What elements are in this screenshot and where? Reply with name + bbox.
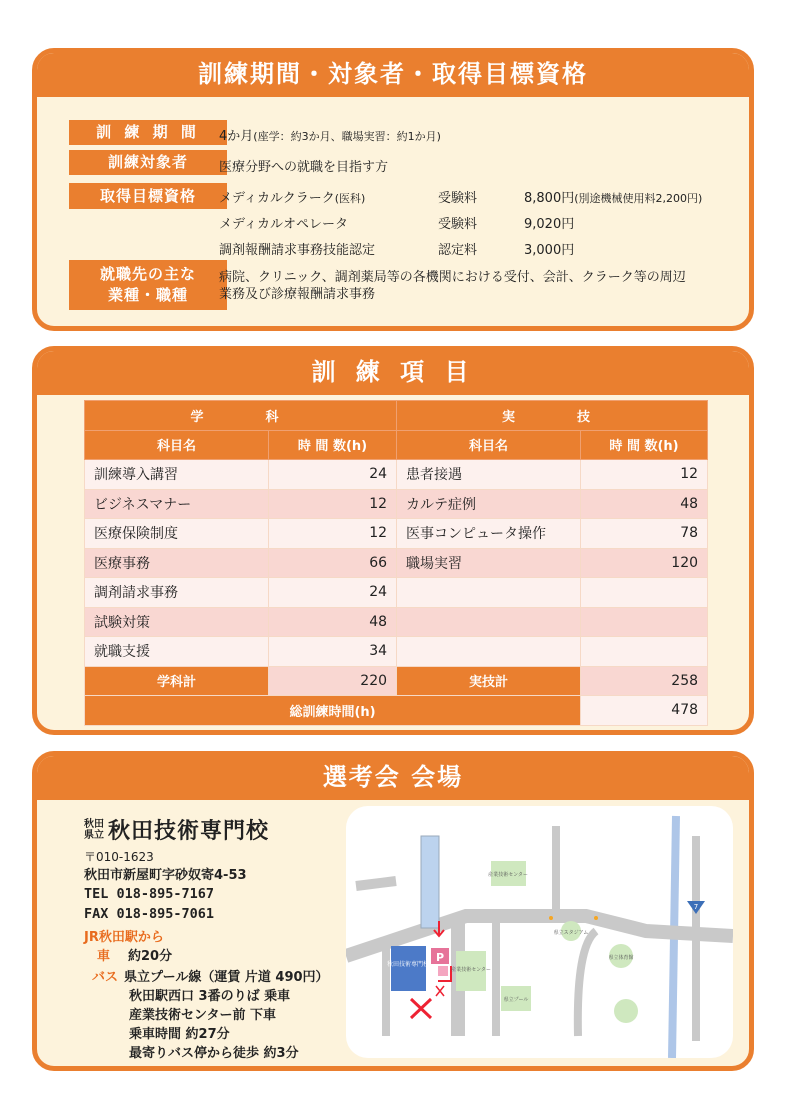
column-header-subject: 科目名	[85, 430, 269, 460]
practical-subject	[397, 578, 581, 608]
training-overview-panel	[32, 48, 754, 331]
target-value: 医療分野への就職を目指す方	[219, 160, 389, 175]
practical-hours: 12	[581, 460, 708, 490]
bus-access-line2: 秋田駅西口 3番のりば 乗車	[129, 989, 291, 1004]
section-title-venue: 選考会 会場	[37, 756, 749, 800]
practical-hours	[581, 637, 708, 667]
academic-total: 220	[269, 666, 397, 696]
table-row	[85, 489, 708, 519]
qualification-fee-label: 受験料	[438, 217, 478, 232]
academic-subject: 医療事務	[85, 548, 269, 578]
qualification-name: 調剤報酬請求事務技能認定	[219, 243, 376, 258]
academic-subject: 試験対策	[85, 607, 269, 637]
qualification-fee-label: 認定料	[438, 243, 478, 258]
practical-header: 実 技	[397, 401, 708, 431]
practical-total-label: 実技計	[397, 666, 581, 696]
table-row	[85, 460, 708, 490]
academic-subject: 調剤請求事務	[85, 578, 269, 608]
practical-hours	[581, 607, 708, 637]
ind-center-map-label: 産業技術センター	[488, 872, 528, 878]
subtotal-row	[85, 666, 708, 696]
grand-total: 478	[581, 696, 708, 726]
practical-hours: 48	[581, 489, 708, 519]
academic-hours: 48	[269, 607, 397, 637]
qualification-fee: 8,800円(別途機械使用料2,200円)	[524, 191, 703, 206]
access-map	[346, 806, 733, 1058]
period-value: 4か月(座学：約3か月、職場実習：約1か月)	[219, 129, 441, 144]
practical-total: 258	[581, 666, 708, 696]
period-label: 訓 練 期 間	[69, 120, 227, 145]
academic-hours: 24	[269, 578, 397, 608]
closed-x-icon	[411, 999, 431, 1018]
training-items-panel	[32, 346, 754, 735]
qualification-fee: 3,000円	[524, 243, 575, 258]
training-hours-table	[84, 400, 708, 726]
closed-x-icon	[436, 986, 444, 996]
grand-total-row	[85, 696, 708, 726]
qualification-fee: 9,020円	[524, 217, 575, 232]
from-station: JR秋田駅から	[84, 930, 164, 945]
bus-access-line5: 最寄りバス停から徒歩 約3分	[129, 1046, 299, 1061]
academic-subject: 訓練導入講習	[85, 460, 269, 490]
qualification-name: メディカルクラーク(医科)	[219, 191, 366, 206]
bus-access-line1: バス 県立プール線（運賃 片道 490円）	[92, 970, 329, 985]
column-header-subject: 科目名	[397, 430, 581, 460]
table-row	[85, 548, 708, 578]
grand-total-label: 総訓練時間(h)	[85, 696, 581, 726]
qualification-label: 取得目標資格	[69, 183, 227, 209]
traffic-signal-icon	[549, 916, 553, 920]
academic-total-label: 学科計	[85, 666, 269, 696]
school-building	[391, 946, 426, 991]
practical-subject	[397, 607, 581, 637]
practical-subject: カルテ症例	[397, 489, 581, 519]
academic-hours: 66	[269, 548, 397, 578]
building	[421, 836, 439, 928]
table-row	[85, 519, 708, 549]
address: 秋田市新屋町字砂奴寄4-53	[84, 868, 247, 883]
pool-map-label: 県立プール	[503, 997, 529, 1003]
qualification-fee-label: 受験料	[438, 191, 478, 206]
job-value-line1: 病院、クリニック、調剤薬局等の各機関における受付、会計、クラーク等の周辺	[219, 270, 686, 285]
ind-center-map-label-2: 産業技術センター	[451, 967, 491, 973]
academic-hours: 12	[269, 489, 397, 519]
bus-access-line3: 産業技術センター前 下車	[129, 1008, 277, 1023]
practical-subject	[397, 637, 581, 667]
tel: TEL 018-895-7167	[84, 886, 215, 902]
bus-access-line4: 乗車時間 約27分	[129, 1027, 230, 1042]
gym-map-label: 県立体育館	[608, 955, 634, 961]
car-access: 車 約20分	[97, 949, 173, 964]
table-row	[85, 607, 708, 637]
table-row	[85, 637, 708, 667]
road	[356, 881, 396, 886]
venue-panel	[32, 751, 754, 1071]
academic-header: 学 科	[85, 401, 397, 431]
table-row	[85, 578, 708, 608]
column-header-hours: 時 間 数(h)	[269, 430, 397, 460]
postal-code: 〒010-1623	[84, 850, 154, 864]
prefectural-mark: 秋田 県立	[84, 818, 104, 841]
route-7-label: 7	[693, 903, 699, 911]
qualification-name: メディカルオペレータ	[219, 217, 348, 232]
stadium-map-label: 県立スタジアム	[553, 930, 589, 936]
practical-subject: 医事コンピュータ操作	[397, 519, 581, 549]
school-title	[84, 814, 269, 845]
practical-hours: 78	[581, 519, 708, 549]
parking-label: P	[435, 951, 445, 964]
section-title-overview: 訓練期間・対象者・取得目標資格	[37, 53, 749, 97]
academic-subject: 医療保険制度	[85, 519, 269, 549]
column-header-hours: 時 間 数(h)	[581, 430, 708, 460]
fax: FAX 018-895-7061	[84, 906, 215, 922]
school-name: 秋田技術専門校	[108, 819, 270, 844]
academic-hours: 12	[269, 519, 397, 549]
practical-subject: 職場実習	[397, 548, 581, 578]
bus-stop-mark	[438, 966, 448, 976]
job-label: 就職先の主な 業種・職種	[69, 260, 227, 310]
road	[578, 931, 596, 1036]
academic-subject: ビジネスマナー	[85, 489, 269, 519]
traffic-signal-icon	[594, 916, 598, 920]
target-label: 訓練対象者	[69, 150, 227, 175]
school-map-label: 秋田技術専門校	[386, 961, 430, 968]
academic-hours: 24	[269, 460, 397, 490]
practical-hours	[581, 578, 708, 608]
practical-subject: 患者接遇	[397, 460, 581, 490]
section-title-items: 訓 練 項 目	[37, 351, 749, 395]
academic-hours: 34	[269, 637, 397, 667]
academic-subject: 就職支援	[85, 637, 269, 667]
job-value-line2: 業務及び診療報酬請求事務	[219, 287, 376, 302]
map-drawing	[346, 806, 733, 1058]
practical-hours: 120	[581, 548, 708, 578]
park-area	[614, 999, 638, 1023]
